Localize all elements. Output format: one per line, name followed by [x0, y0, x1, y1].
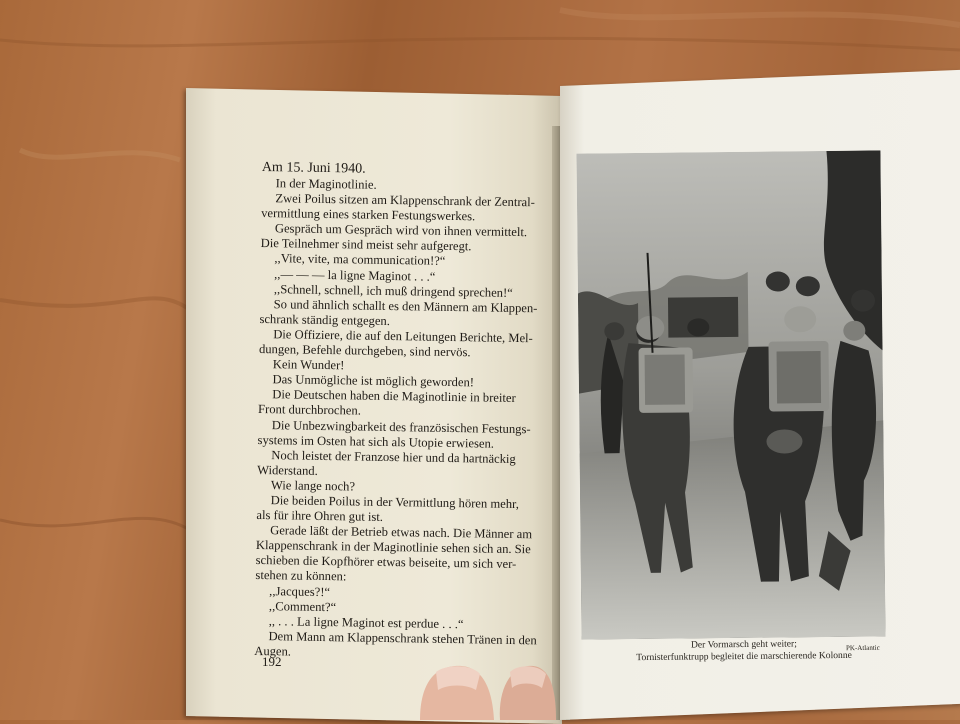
- text-line: Die Deutschen haben die Maginotlinie in breiter: [272, 387, 516, 406]
- text-line: ,,Vite, vite, ma communication!?“: [274, 251, 446, 269]
- text-line: Wie lange noch?: [270, 478, 356, 494]
- caption-line: Der Vormarsch geht weiter;: [690, 638, 797, 651]
- text-line: Die Offiziere, die auf den Leitungen Berichte, Mel-: [273, 327, 533, 346]
- text-line: Augen.: [254, 643, 292, 659]
- text-line: als für ihre Ohren gut ist.: [256, 508, 384, 525]
- text-line: Widerstand.: [257, 462, 318, 478]
- text-line: Dem Mann am Klappenschrank stehen Tränen in den: [268, 628, 537, 648]
- page-number: 192: [262, 654, 282, 669]
- text-line: Das Unmögliche ist möglich geworden!: [272, 372, 475, 390]
- text-line: Front durchbrochen.: [257, 402, 362, 418]
- text-line: Noch leistet der Franzose hier und da hartnäckig: [271, 447, 516, 466]
- caption-line: Tornisterfunktrupp begleitet die marschierende Kolonne: [636, 649, 852, 664]
- text-line: Klappenschrank in der Maginotlinie sehen sich an. Sie: [255, 538, 531, 557]
- text-line: ,,— — — la ligne Maginot . . .“: [274, 266, 436, 284]
- text-line: Gerade läßt der Betrieb etwas nach. Die Männer am: [270, 523, 533, 542]
- text-line: So und ähnlich schallt es den Männern am Klappen-: [273, 296, 538, 316]
- text-line: Zwei Poilus sitzen am Klappenschrank der Zentral-: [275, 191, 535, 210]
- text-line: Am 15. Juni 1940.: [261, 160, 366, 177]
- text-line: Die beiden Poilus in der Vermittlung hören mehr,: [270, 493, 520, 512]
- text-line: dungen, Befehle durchgeben, sind nervös.: [258, 342, 471, 360]
- text-line: Kein Wunder!: [272, 357, 345, 373]
- text-line: schieben die Kopfhörer etwas beiseite, um sich ver-: [255, 553, 517, 572]
- text-line: vermittlung eines starken Festungswerkes.: [261, 206, 476, 224]
- photo-credit: PK-Atlantic: [845, 643, 880, 653]
- text-line: stehen zu können:: [255, 568, 347, 584]
- text-line: ,,Jacques?!“: [269, 583, 331, 599]
- text-line: Die Teilnehmer sind meist sehr aufgeregt.: [260, 236, 472, 254]
- text-line: systems im Osten hat sich als Utopie erwiesen.: [257, 432, 495, 451]
- text-line: Gespräch um Gespräch wird von ihnen vermittelt.: [274, 221, 528, 240]
- text-line: ,,Schnell, schnell, ich muß dringend sprechen!“: [273, 281, 513, 300]
- text-line: ,,Comment?“: [268, 598, 337, 614]
- text-line: schrank ständig entgegen.: [259, 311, 391, 328]
- text-line: Die Unbezwingbarkeit des französischen Festungs-: [271, 417, 531, 436]
- text-line: ,, . . . La ligne Maginot est perdue . . .“: [268, 613, 464, 631]
- text-line: In der Maginotlinie.: [275, 176, 377, 192]
